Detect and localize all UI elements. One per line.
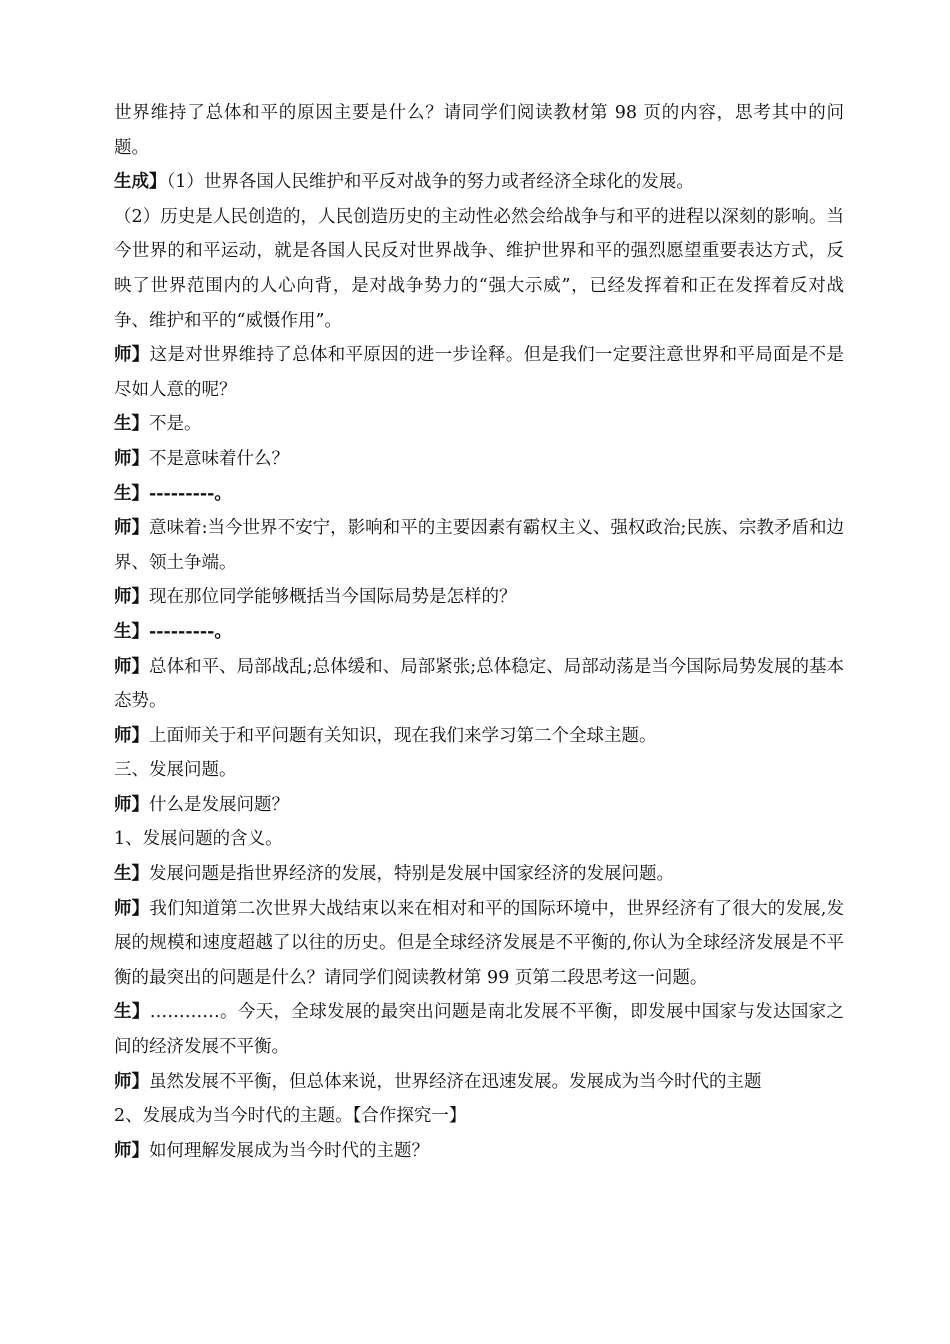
speaker-label: 生成】 [114,172,167,193]
paragraph-text: …………。今天，全球发展的最突出问题是南北发展不平衡，即发展中国家与发达国家之间的经济发展不平衡。 [114,1002,845,1058]
paragraph [114,1065,844,1100]
paragraph-text: 什么是发展问题？ [149,794,289,815]
paragraph [114,788,844,823]
paragraph [114,96,844,165]
paragraph-text: 不是。 [149,414,202,435]
paragraph-text: 虽然发展不平衡，但总体来说，世界经济在迅速发展。发展成为当今时代的主题 [149,1071,762,1092]
paragraph-text: 我们知道第二次世界大战结束以来在相对和平的国际环境中，世界经济有了很大的发展,发展的规模和速度超越了以往的历史。但是全球经济发展是不平衡的,你认为全球经济发展是不平衡的最突出的问题是什么？请同学们阅读教材第 99 页第二段思考这一问题。 [114,898,845,988]
paragraph [114,892,844,996]
paragraph [114,407,844,442]
paragraph-text: 世界维持了总体和平的原因主要是什么？请同学们阅读教材第 98 页的内容，思考其中的问题。 [114,103,844,158]
speaker-label: 师】 [114,1071,149,1092]
paragraph [114,650,844,719]
paragraph-text: 发展问题是指世界经济的发展，特别是发展中国家经济的发展问题。 [149,864,674,885]
speaker-label: 师】 [114,898,150,919]
paragraph [114,995,844,1064]
paragraph [114,165,844,200]
paragraph-text: ---------。 [149,483,232,504]
paragraph [114,442,844,477]
subsection-heading [114,822,844,857]
speaker-label: 师】 [114,345,150,366]
speaker-label: 生】 [114,483,149,504]
speaker-label: 师】 [114,448,149,469]
paragraph [114,857,844,892]
paragraph [114,511,844,580]
paragraph-text: 意味着:当今世界不安宁，影响和平的主要因素有霸权主义、强权政治;民族、宗教矛盾和边界、领土争端。 [114,518,845,573]
paragraph-text: 上面师关于和平问题有关知识，现在我们来学习第二个全球主题。 [149,725,657,746]
speaker-label: 生】 [114,414,149,435]
speaker-label: 师】 [114,518,150,539]
speaker-label: 生】 [114,1002,150,1023]
paragraph-text: 1、发展问题的含义。 [114,829,283,850]
paragraph-text: （2）历史是人民创造的，人民创造历史的主动性必然会给战争与和平的进程以深刻的影响。当今世界的和平运动，就是各国人民反对世界战争、维护世界和平的强烈愿望重要表达方式，反映了世界范围内的人心向背，是对战争势力的“强大示威”，已经发挥着和正在发挥着反对战争、维护和平的“威慑作用”。 [114,206,844,331]
paragraph [114,580,844,615]
speaker-label: 生】 [114,864,149,885]
paragraph-text: 总体和平、局部战乱;总体缓和、局部紧张;总体稳定、局部动荡是当今国际局势发展的基本态势。 [114,656,845,712]
paragraph-text: 2、发展成为当今时代的主题。【合作探究一】 [114,1106,467,1127]
paragraph [114,200,844,338]
paragraph [114,615,844,650]
speaker-label: 师】 [114,1140,149,1161]
paragraph-text: 如何理解发展成为当今时代的主题？ [149,1140,429,1161]
paragraph-text: （1）世界各国人民维护和平反对战争的努力或者经济全球化的发展。 [166,172,694,193]
speaker-label: 师】 [114,587,149,608]
paragraph-text: 这是对世界维持了总体和平原因的进一步诠释。但是我们一定要注意世界和平局面是不是尽如人意的呢？ [114,345,844,400]
paragraph-text: 不是意味着什么？ [149,448,289,469]
paragraph-text: 三、发展问题。 [114,760,237,781]
paragraph [114,719,844,754]
speaker-label: 师】 [114,794,149,815]
section-heading [114,753,844,788]
paragraph-text: ---------。 [149,621,232,642]
paragraph [114,477,844,512]
speaker-label: 生】 [114,621,149,642]
document-body [114,96,844,1168]
paragraph [114,338,844,407]
paragraph-text: 现在那位同学能够概括当今国际局势是怎样的？ [149,587,517,608]
speaker-label: 师】 [114,656,150,677]
speaker-label: 师】 [114,725,149,746]
paragraph [114,1134,844,1169]
subsection-heading [114,1099,844,1134]
